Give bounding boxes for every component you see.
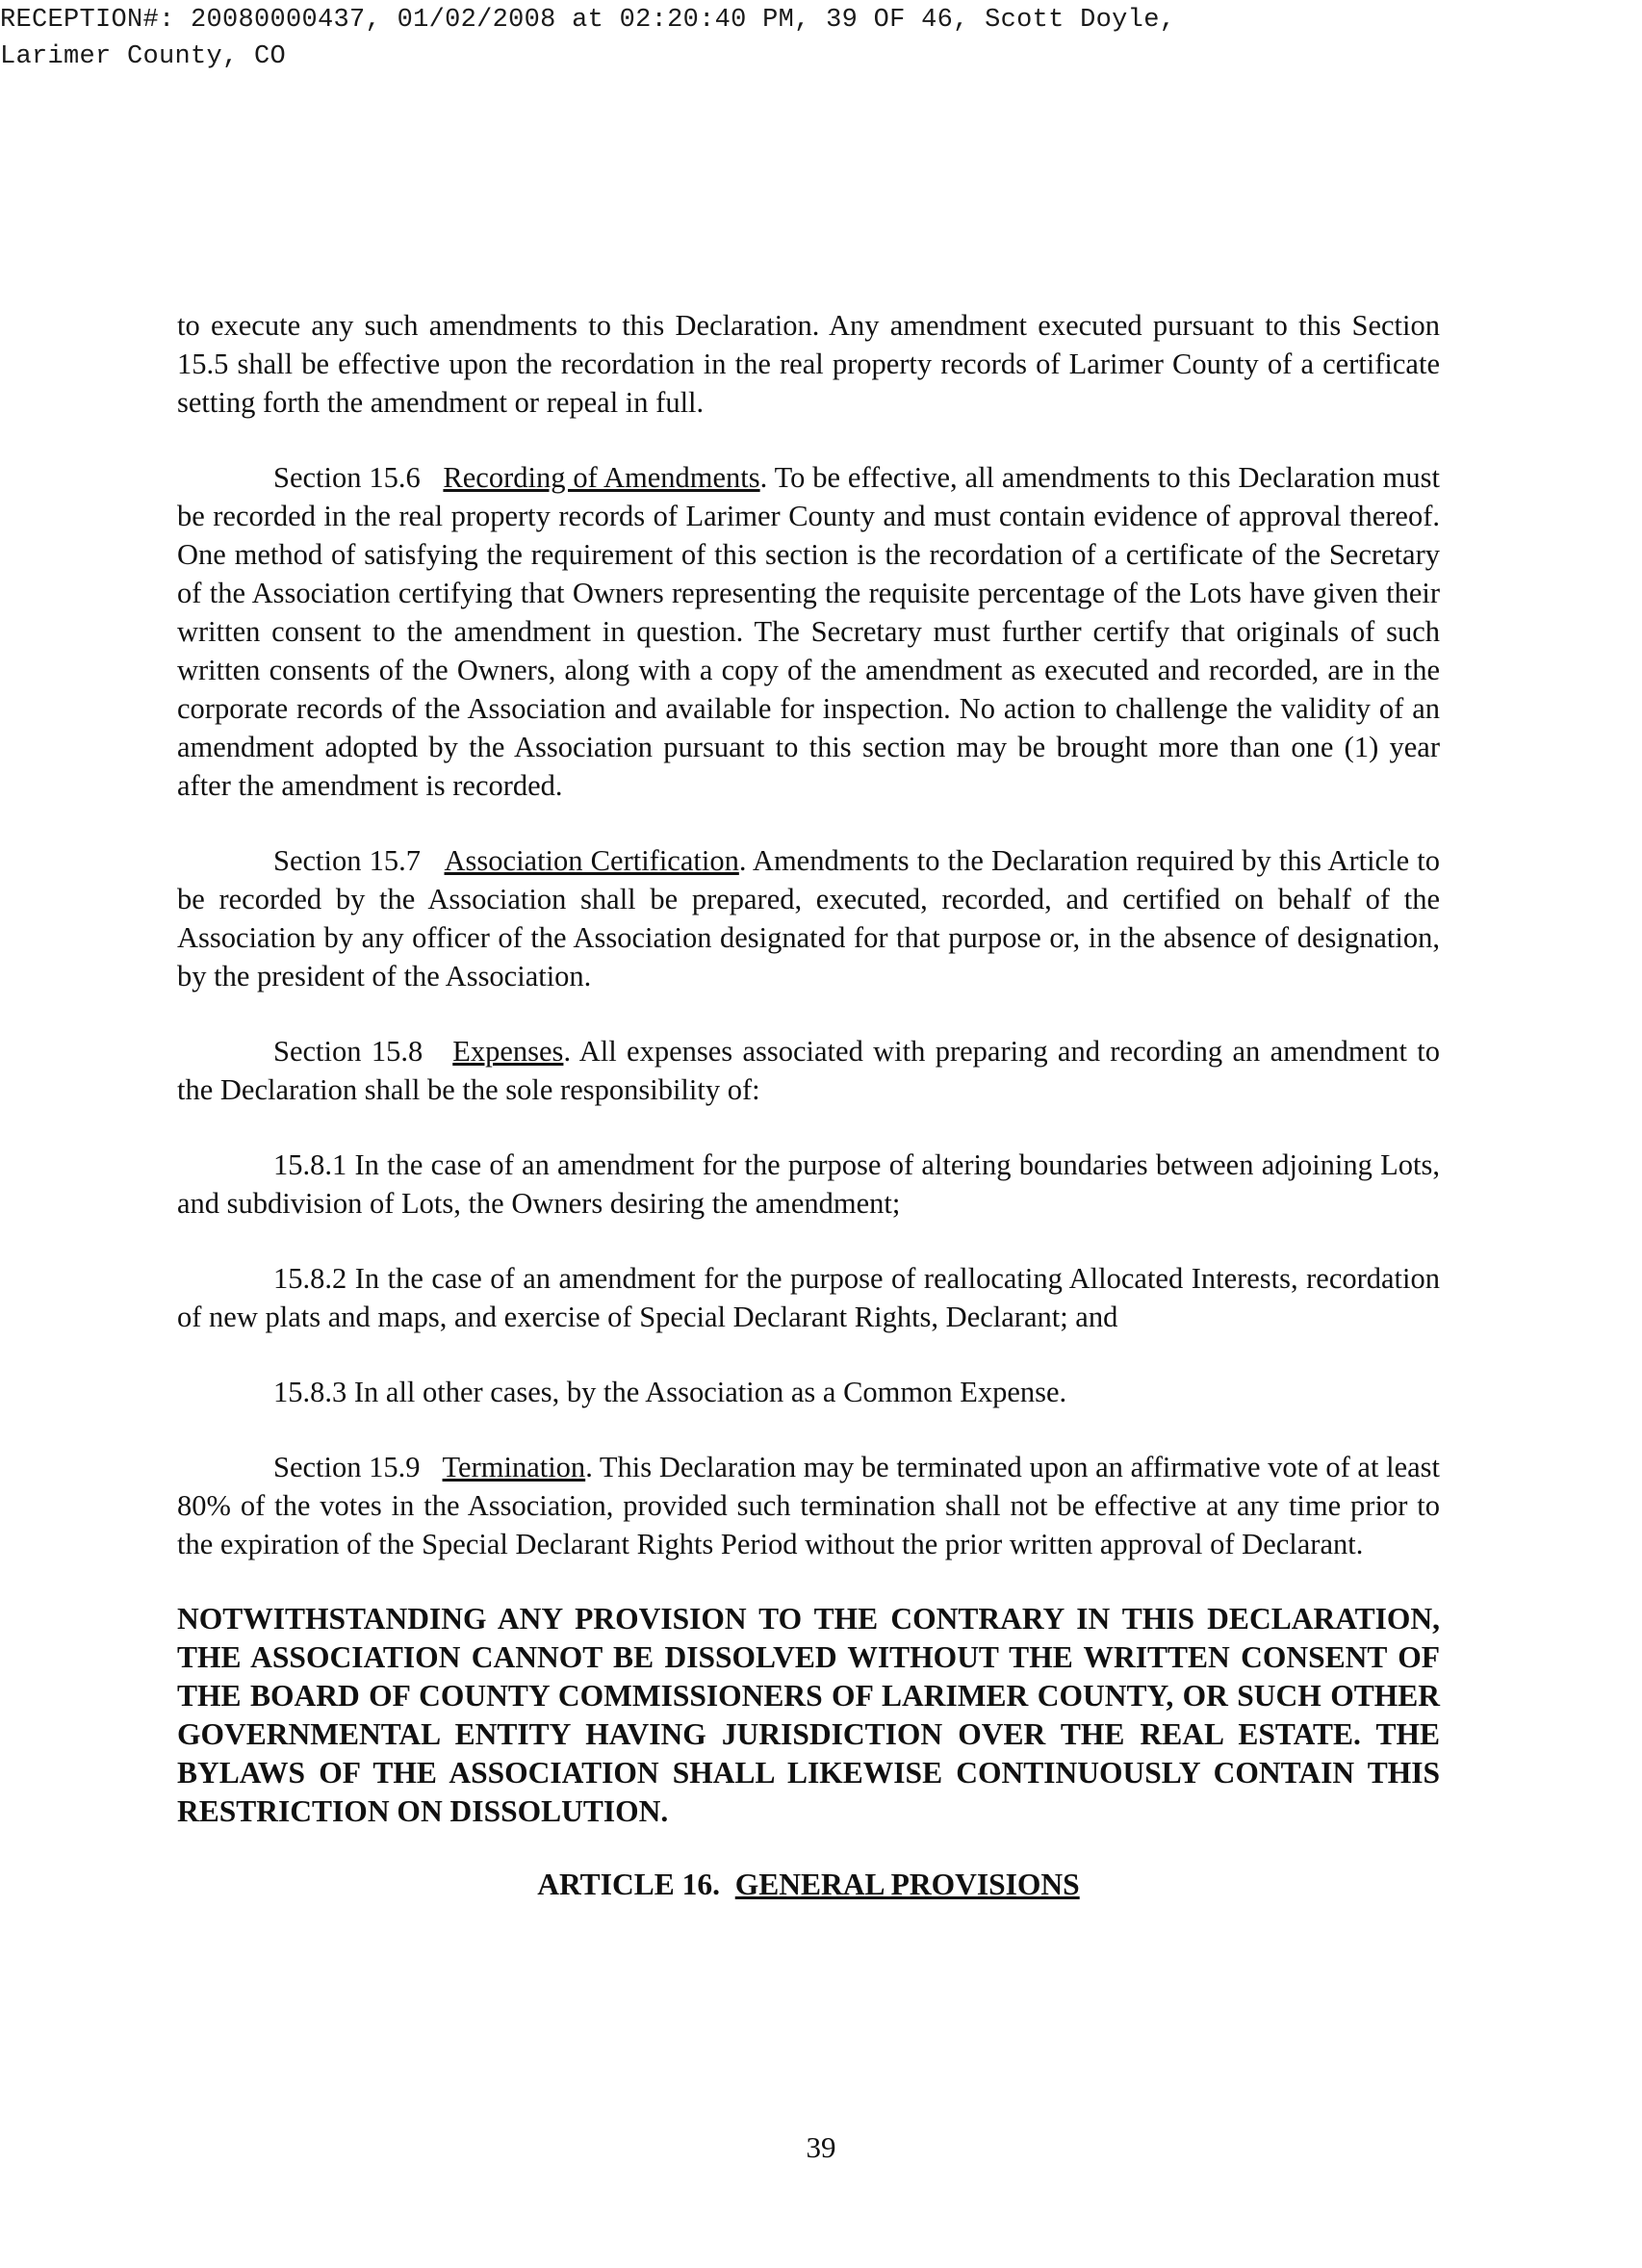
section-15-9-title: Termination <box>442 1451 586 1483</box>
article-title: GENERAL PROVISIONS <box>734 1868 1080 1901</box>
section-15-6 <box>177 458 1440 805</box>
section-15-9-label: Section 15.9 <box>273 1451 421 1483</box>
article-number: ARTICLE 16. <box>537 1868 720 1901</box>
subsection-15-8-2: 15.8.2 In the case of an amendment for the purpose of reallocating Allocated Interests, recordation of new plats and maps, and exercise of Special Declarant Rights, Declarant; and <box>177 1262 1440 1333</box>
paragraph-continued: to execute any such amendments to this Declaration. Any amendment executed pursuant to this Section 15.5 shall be effective upon the recordation in the real property records of Larimer County of a certificate setting forth the amendment or repeal in full. <box>177 309 1440 419</box>
section-15-8-body: . All expenses associated with preparing and recording an amendment to the Declaration shall be the sole responsibility of: <box>177 1035 1440 1106</box>
section-15-8-title: Expenses <box>452 1035 564 1068</box>
section-15-6-label: Section 15.6 <box>273 461 421 494</box>
section-15-6-title: Recording of Amendments <box>443 461 760 494</box>
section-15-9-body: . This Declaration may be terminated upon an affirmative vote of at least 80% of the votes in the Association, provided such termination shall not be effective at any time prior to the expiration of the Special Declarant Rights Period without the prior written approval of Declarant. <box>177 1451 1440 1560</box>
section-15-7-title: Association Certification <box>444 844 739 877</box>
subsection-15-8-3: 15.8.3 In all other cases, by the Association as a Common Expense. <box>273 1376 1067 1408</box>
dissolution-restriction: NOTWITHSTANDING ANY PROVISION TO THE CONTRARY IN THIS DECLARATION, THE ASSOCIATION CANNOT BE DISSOLVED WITHOUT THE WRITTEN CONSENT OF THE BOARD OF COUNTY COMMISSIONERS OF LARIMER COUNTY, OR SUCH OTHER GOVERNMENTAL ENTITY HAVING JURISDICTION OVER THE REAL ESTATE. THE BYLAWS OF THE ASSOCIATION SHALL LIKEWISE CONTINUOUSLY CONTAIN THIS RESTRICTION ON DISSOLUTION. <box>177 1602 1440 1828</box>
document-body <box>177 306 1440 1941</box>
article-heading <box>177 1866 1440 1904</box>
section-15-6-body: . To be effective, all amendments to this Declaration must be recorded in the real property records of Larimer County and must contain evidence of approval thereof. One method of satisfying the requirement of this section is the recordation of a certificate of the Secretary of the Association certifying that Owners representing the requisite percentage of the Lots have given their written consent to the amendment in question. The Secretary must further certify that originals of such written consents of the Owners, along with a copy of the amendment as executed and recorded, are in the corporate records of the Association and available for inspection. No action to challenge the validity of an amendment adopted by the Association pursuant to this section may be brought more than one (1) year after the amendment is recorded. <box>177 461 1440 802</box>
section-15-7 <box>177 841 1440 995</box>
section-15-8-label: Section 15.8 <box>273 1035 423 1068</box>
page-number: 39 <box>806 2130 836 2164</box>
subsection-15-8-1: 15.8.1 In the case of an amendment for the purpose of altering boundaries between adjoining Lots, and subdivision of Lots, the Owners desiring the amendment; <box>177 1148 1440 1220</box>
section-15-7-body: . Amendments to the Declaration required by this Article to be recorded by the Association shall be prepared, executed, recorded, and certified on behalf of the Association by any officer of the Association designated for that purpose or, in the absence of designation, by the president of the Association. <box>177 844 1440 992</box>
reception-stamp-line2: Larimer County, CO <box>0 42 287 71</box>
reception-stamp-line1: RECEPTION#: 20080000437, 01/02/2008 at 02:20:40 PM, 39 OF 46, Scott Doyle, <box>0 6 1176 35</box>
section-15-8 <box>177 1032 1440 1109</box>
reception-stamp <box>0 2 1175 75</box>
section-15-7-label: Section 15.7 <box>273 844 422 877</box>
section-15-9 <box>177 1448 1440 1563</box>
